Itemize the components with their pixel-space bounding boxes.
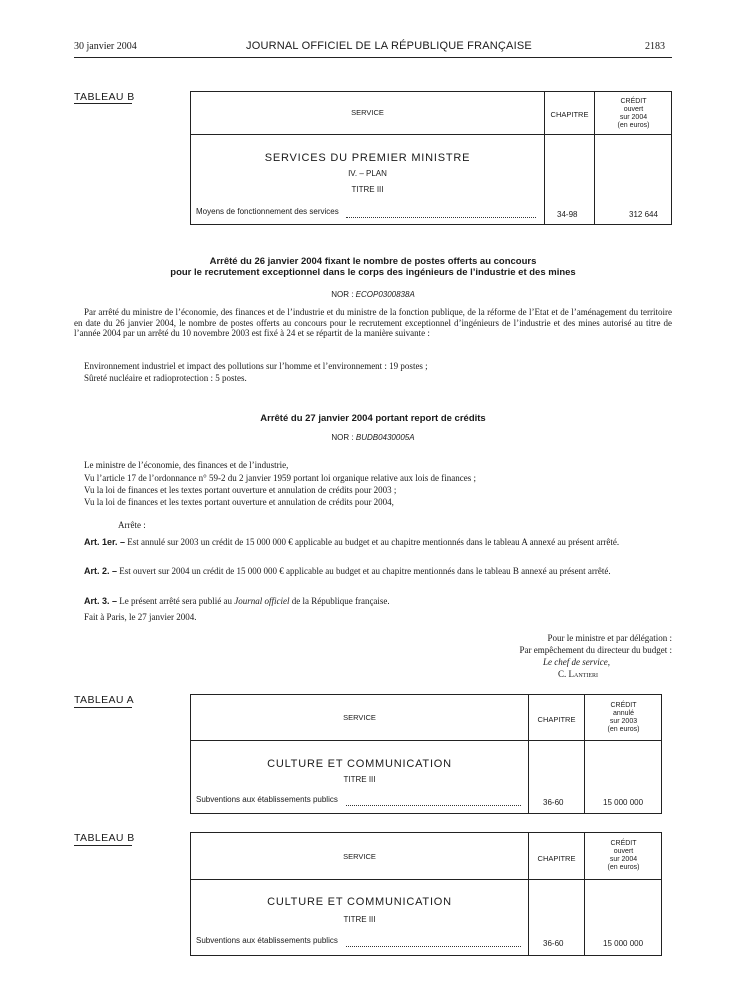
table-top-subtitle: IV. – PLAN	[348, 169, 387, 178]
table-a	[190, 694, 662, 814]
article-2-text: Est ouvert sur 2004 un crédit de 15 000 000 € applicable au budget et au chapitre mentionnés dans le tableau B annexé au présent arrêté.	[119, 566, 611, 576]
arrete1-line-surete: Sûreté nucléaire et radioprotection : 5 postes.	[84, 373, 247, 383]
table-top-header-credit	[595, 98, 672, 130]
arrete1-paragraph: Par arrêté du ministre de l’économie, des finances et de l’industrie et du ministre de la fonction publique, de la réforme de l’Etat et de l’aménagement du territoire en date du 26 janvier 2004, le nombre de postes offerts au concours pour le recrutement exceptionnel d’ingénieurs de l’industrie et des mines autorisé au titre de l’année 2004 par un arrêté du 10 novembre 2003 est fixé à 24 et se répartit de la manière suivante :	[74, 307, 672, 338]
table-a-header-service: SERVICE	[343, 713, 376, 722]
table-a-titre: TITRE III	[343, 775, 376, 784]
credit-header-line: CRÉDIT	[610, 702, 637, 709]
credit-header-line: sur 2004	[619, 114, 648, 121]
table-b-header-rule	[191, 879, 661, 880]
table-top-row-leader	[346, 216, 536, 218]
credit-header-line: (en euros)	[607, 726, 640, 733]
table-a-row-chapitre: 36-60	[543, 798, 564, 807]
credit-header-line: sur 2003	[609, 718, 638, 725]
article-3-number: Art. 3. –	[84, 596, 118, 606]
table-b-label-rule	[74, 845, 132, 846]
table-b-header-service: SERVICE	[343, 852, 376, 861]
article-2	[74, 566, 672, 577]
table-top-header-chapitre: CHAPITRE	[550, 110, 589, 119]
table-a-label: TABLEAU A	[74, 694, 135, 706]
credit-header-line: ouvert	[623, 106, 644, 113]
credit-header-line: CRÉDIT	[620, 98, 647, 105]
table-a-header-chapitre: CHAPITRE	[537, 715, 576, 724]
table-b	[190, 832, 662, 956]
table-top-header-rule	[191, 134, 671, 135]
article-1-number: Art. 1er. –	[84, 537, 126, 547]
arrete2-arrete: Arrête :	[118, 520, 146, 530]
table-b-header-credit	[585, 840, 662, 872]
table-a-section-title: CULTURE ET COMMUNICATION	[267, 758, 452, 770]
nor-code: ECOP0300838A	[355, 290, 415, 299]
table-a-header-credit	[585, 702, 662, 734]
arrete2-vu-1: Vu l’article 17 de l’ordonnance n° 59-2 du 2 janvier 1959 portant loi organique relative aux lois de finances ;	[84, 473, 477, 483]
table-a-label-rule	[74, 707, 132, 708]
table-b-label: TABLEAU B	[74, 832, 135, 844]
signature-line-3: Le chef de service,	[543, 657, 610, 667]
table-a-row-label: Subventions aux établissements publics	[196, 795, 338, 804]
table-b-row-leader	[346, 945, 521, 947]
nor-prefix: NOR :	[331, 433, 356, 442]
arrete1-title-line2: pour le recrutement exceptionnel dans le corps des ingénieurs de l’industrie et des mines	[170, 267, 576, 278]
nor-prefix: NOR :	[331, 290, 356, 299]
arrete2-nor	[74, 433, 672, 442]
credit-header-line: (en euros)	[617, 122, 650, 129]
signature-name: C. Lantieri	[558, 669, 598, 679]
table-top-section-title: SERVICES DU PREMIER MINISTRE	[264, 152, 471, 164]
table-b-row-credit: 15 000 000	[603, 939, 644, 948]
table-b-titre: TITRE III	[343, 915, 376, 924]
article-1-text: Est annulé sur 2003 un crédit de 15 000 000 € applicable au budget et au chapitre mentionnés dans le tableau A annexé au présent arrêté.	[127, 537, 620, 547]
article-1	[74, 537, 672, 548]
credit-header-line: CRÉDIT	[610, 840, 637, 847]
table-top-label: TABLEAU B	[74, 91, 135, 103]
table-top-row-chapitre: 34-98	[557, 210, 578, 219]
signature-line-2: Par empêchement du directeur du budget :	[519, 645, 672, 655]
table-b-row-label: Subventions aux établissements publics	[196, 936, 338, 945]
arrete2-title: Arrêté du 27 janvier 2004 portant report de crédits	[260, 413, 486, 424]
table-a-row-leader	[346, 804, 521, 806]
credit-header-line: ouvert	[613, 848, 634, 855]
arrete1-nor	[74, 290, 672, 299]
table-b-section-title: CULTURE ET COMMUNICATION	[267, 896, 452, 908]
arrete2-intro: Le ministre de l’économie, des finances et de l’industrie,	[84, 460, 289, 470]
credit-header-line: annulé	[612, 710, 635, 717]
journal-officiel-italic: Journal officiel	[234, 596, 290, 606]
credit-header-line: sur 2004	[609, 856, 638, 863]
header-date: 30 janvier 2004	[74, 41, 137, 52]
table-a-header-rule	[191, 740, 661, 741]
table-b-header-chapitre: CHAPITRE	[537, 854, 576, 863]
table-b-row-chapitre: 36-60	[543, 939, 564, 948]
table-top-titre: TITRE III	[351, 185, 384, 194]
header-rule	[74, 57, 672, 58]
signature-line-1: Pour le ministre et par délégation :	[547, 633, 672, 643]
journal-title: JOURNAL OFFICIEL DE LA RÉPUBLIQUE FRANÇAISE	[246, 40, 532, 52]
nor-code: BUDB0430005A	[355, 433, 415, 442]
table-top	[190, 91, 672, 225]
fait-a-paris: Fait à Paris, le 27 janvier 2004.	[84, 612, 197, 622]
table-a-col-divider-1	[528, 695, 529, 813]
table-top-header-service: SERVICE	[351, 108, 384, 117]
article-3-text-c: de la République française.	[289, 596, 390, 606]
article-3-text-a: Le présent arrêté sera publié au	[119, 596, 235, 606]
arrete1-line-environnement: Environnement industriel et impact des pollutions sur l’homme et l’environnement : 19 postes ;	[84, 361, 428, 371]
article-2-number: Art. 2. –	[84, 566, 118, 576]
arrete2-vu-2: Vu la loi de finances et les textes portant ouverture et annulation de crédits pour 2003 ;	[84, 485, 397, 495]
page-number: 2183	[645, 41, 665, 52]
table-top-label-rule	[74, 103, 132, 104]
arrete2-vu-3: Vu la loi de finances et les textes portant ouverture et annulation de crédits pour 2004,	[84, 497, 394, 507]
credit-header-line: (en euros)	[607, 864, 640, 871]
arrete1-title-line1: Arrêté du 26 janvier 2004 fixant le nombre de postes offerts au concours	[209, 256, 537, 267]
table-b-col-divider-1	[528, 833, 529, 955]
arrete1-title	[74, 256, 672, 278]
article-3	[74, 596, 672, 607]
table-a-row-credit: 15 000 000	[603, 798, 644, 807]
table-top-row-credit: 312 644	[629, 210, 658, 219]
table-top-row-label: Moyens de fonctionnement des services	[196, 207, 339, 216]
